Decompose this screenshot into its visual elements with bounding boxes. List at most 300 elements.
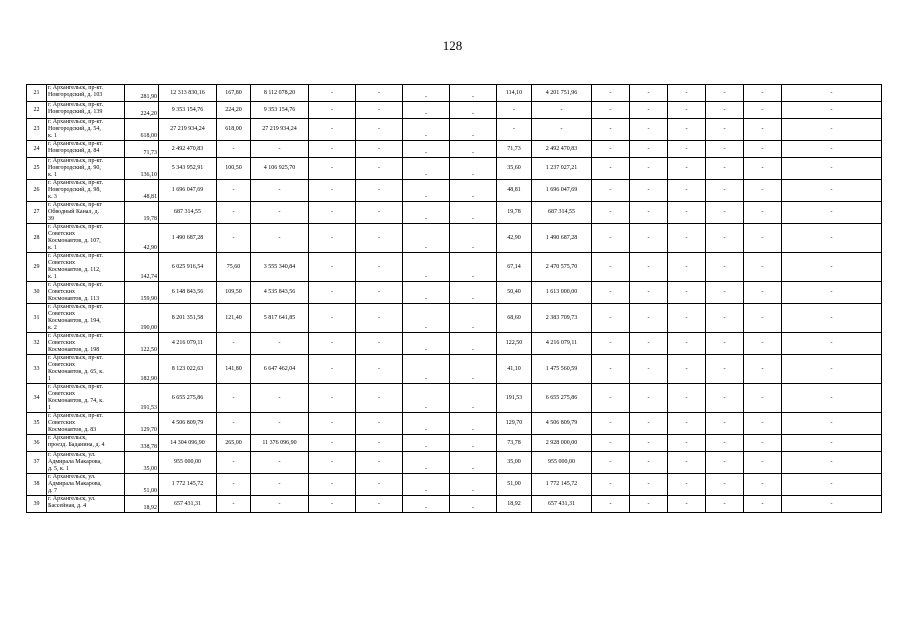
table-row — [27, 102, 882, 119]
area-part1-cell: 109,50 — [217, 282, 251, 304]
address-cell: г. Архангельск, пр-кт. Советских Космонавтов, д. 65, к. 1 — [47, 355, 125, 384]
empty-cell: - — [309, 474, 356, 496]
area-part2-cell: 68,60 — [497, 304, 532, 333]
table-row — [27, 224, 882, 253]
area-part1-cell: - — [217, 384, 251, 413]
sum-part1-cell: - — [251, 496, 309, 513]
total-cost-cell: 955 000,00 — [159, 452, 217, 474]
empty-cell: - — [782, 435, 882, 452]
empty-cell: - — [668, 333, 706, 355]
total-cost-cell: 12 313 830,16 — [159, 85, 217, 102]
table-row — [27, 304, 882, 333]
sum-part1-cell: 4 535 843,56 — [251, 282, 309, 304]
empty-cell: - — [630, 202, 668, 224]
empty-cell: - — [782, 496, 882, 513]
empty-cell: - — [782, 180, 882, 202]
sum-part2-cell: 1 696 047,69 — [532, 180, 592, 202]
empty-cell: - — [744, 202, 782, 224]
sum-part1-cell: 3 555 340,84 — [251, 253, 309, 282]
sum-part1-cell: 5 817 641,85 — [251, 304, 309, 333]
table-row — [27, 253, 882, 282]
empty-cell: - — [403, 119, 450, 141]
empty-cell: - — [592, 474, 630, 496]
address-cell: г. Архангельск, пр-кт. Новгородский, д. 84 — [47, 141, 125, 158]
total-cost-cell: 657 431,31 — [159, 496, 217, 513]
row-number-cell: 22 — [27, 102, 47, 119]
area-cell: 122,50 — [125, 333, 159, 355]
address-cell: г. Архангельск, ул. Бассейная, д. 4 — [47, 496, 125, 513]
empty-cell: - — [592, 85, 630, 102]
table-row — [27, 474, 882, 496]
row-number-cell: 24 — [27, 141, 47, 158]
row-number-cell: 39 — [27, 496, 47, 513]
table-row — [27, 158, 882, 180]
empty-cell: - — [403, 384, 450, 413]
empty-cell: - — [592, 253, 630, 282]
area-part2-cell: 35,00 — [497, 452, 532, 474]
sum-part2-cell: 657 431,31 — [532, 496, 592, 513]
sum-part2-cell: 955 000,00 — [532, 452, 592, 474]
empty-cell: - — [706, 202, 744, 224]
empty-cell: - — [450, 253, 497, 282]
empty-cell: - — [668, 202, 706, 224]
empty-cell: - — [630, 180, 668, 202]
empty-cell: - — [403, 333, 450, 355]
area-part1-cell: - — [217, 141, 251, 158]
total-cost-cell: 14 304 096,90 — [159, 435, 217, 452]
table-row — [27, 435, 882, 452]
empty-cell: - — [403, 496, 450, 513]
sum-part2-cell: 6 655 275,86 — [532, 384, 592, 413]
row-number-cell: 30 — [27, 282, 47, 304]
empty-cell: - — [592, 304, 630, 333]
total-cost-cell: 8 123 022,63 — [159, 355, 217, 384]
sum-part1-cell: 9 353 154,76 — [251, 102, 309, 119]
empty-cell: - — [630, 102, 668, 119]
empty-cell: - — [403, 435, 450, 452]
empty-cell: - — [356, 158, 403, 180]
empty-cell: - — [668, 474, 706, 496]
empty-cell: - — [782, 85, 882, 102]
total-cost-cell: 8 201 351,58 — [159, 304, 217, 333]
area-cell: 191,53 — [125, 384, 159, 413]
empty-cell: - — [450, 180, 497, 202]
area-cell: 35,00 — [125, 452, 159, 474]
empty-cell: - — [450, 452, 497, 474]
empty-cell: - — [450, 102, 497, 119]
sum-part2-cell: 4 506 809,79 — [532, 413, 592, 435]
empty-cell: - — [403, 304, 450, 333]
empty-cell: - — [450, 496, 497, 513]
area-cell: 159,90 — [125, 282, 159, 304]
empty-cell: - — [630, 435, 668, 452]
empty-cell: - — [309, 85, 356, 102]
empty-cell: - — [592, 180, 630, 202]
area-part1-cell: 167,80 — [217, 85, 251, 102]
empty-cell: - — [630, 355, 668, 384]
empty-cell: - — [450, 384, 497, 413]
empty-cell: - — [668, 304, 706, 333]
total-cost-cell: 27 219 934,24 — [159, 119, 217, 141]
empty-cell: - — [309, 452, 356, 474]
page-number: 128 — [442, 38, 463, 53]
address-cell: г. Архангельск, пр-кт. Советских Космонавтов, д. 194, к. 2 — [47, 304, 125, 333]
row-number-cell: 27 — [27, 202, 47, 224]
sum-part1-cell: - — [251, 384, 309, 413]
table-row — [27, 333, 882, 355]
empty-cell: - — [309, 333, 356, 355]
area-part2-cell: 18,92 — [497, 496, 532, 513]
empty-cell: - — [706, 180, 744, 202]
area-cell: 71,73 — [125, 141, 159, 158]
area-part2-cell: 114,10 — [497, 85, 532, 102]
empty-cell: - — [630, 119, 668, 141]
total-cost-cell: 9 353 154,76 — [159, 102, 217, 119]
empty-cell: - — [744, 435, 782, 452]
empty-cell: - — [356, 141, 403, 158]
total-cost-cell: 1 490 687,28 — [159, 224, 217, 253]
empty-cell: - — [744, 333, 782, 355]
address-cell: г. Архангельск, пр-кт. Советских Космонавтов, д. 112, к. 1 — [47, 253, 125, 282]
empty-cell: - — [309, 119, 356, 141]
empty-cell: - — [309, 102, 356, 119]
empty-cell: - — [706, 102, 744, 119]
empty-cell: - — [592, 141, 630, 158]
row-number-cell: 34 — [27, 384, 47, 413]
area-part2-cell: 41,10 — [497, 355, 532, 384]
area-cell: 136,10 — [125, 158, 159, 180]
empty-cell: - — [356, 413, 403, 435]
empty-cell: - — [706, 435, 744, 452]
sum-part1-cell: 8 112 078,20 — [251, 85, 309, 102]
row-number-cell: 37 — [27, 452, 47, 474]
area-part1-cell: 265,00 — [217, 435, 251, 452]
empty-cell: - — [450, 85, 497, 102]
empty-cell: - — [744, 282, 782, 304]
empty-cell: - — [403, 141, 450, 158]
area-part2-cell: 35,60 — [497, 158, 532, 180]
empty-cell: - — [630, 158, 668, 180]
empty-cell: - — [309, 496, 356, 513]
empty-cell: - — [744, 224, 782, 253]
table-row — [27, 202, 882, 224]
sum-part2-cell: 2 470 575,70 — [532, 253, 592, 282]
empty-cell: - — [630, 452, 668, 474]
address-cell: г. Архангельск, пр-кт Обводный Канал, д. 39 — [47, 202, 125, 224]
empty-cell: - — [630, 85, 668, 102]
table-row — [27, 384, 882, 413]
row-number-cell: 36 — [27, 435, 47, 452]
empty-cell: - — [668, 496, 706, 513]
empty-cell: - — [309, 435, 356, 452]
sum-part1-cell: - — [251, 333, 309, 355]
empty-cell: - — [450, 333, 497, 355]
empty-cell: - — [782, 253, 882, 282]
area-part1-cell: - — [217, 474, 251, 496]
area-part2-cell: - — [497, 119, 532, 141]
sum-part1-cell: - — [251, 224, 309, 253]
empty-cell: - — [668, 282, 706, 304]
total-cost-cell: 6 148 843,56 — [159, 282, 217, 304]
area-part2-cell: 19,78 — [497, 202, 532, 224]
empty-cell: - — [592, 435, 630, 452]
empty-cell: - — [668, 384, 706, 413]
empty-cell: - — [403, 413, 450, 435]
empty-cell: - — [782, 474, 882, 496]
empty-cell: - — [356, 224, 403, 253]
area-cell: 142,74 — [125, 253, 159, 282]
empty-cell: - — [706, 474, 744, 496]
empty-cell: - — [450, 435, 497, 452]
area-cell: 48,81 — [125, 180, 159, 202]
empty-cell: - — [782, 452, 882, 474]
address-cell: г. Архангельск, пр-кт. Советских Космонавтов, д. 198 — [47, 333, 125, 355]
empty-cell: - — [403, 224, 450, 253]
empty-cell: - — [706, 452, 744, 474]
area-cell: 190,00 — [125, 304, 159, 333]
area-part1-cell: - — [217, 413, 251, 435]
area-cell: 338,78 — [125, 435, 159, 452]
empty-cell: - — [668, 141, 706, 158]
empty-cell: - — [356, 119, 403, 141]
sum-part2-cell: 2 928 000,00 — [532, 435, 592, 452]
area-cell: 224,20 — [125, 102, 159, 119]
sum-part2-cell: - — [532, 102, 592, 119]
area-part2-cell: 129,70 — [497, 413, 532, 435]
empty-cell: - — [630, 496, 668, 513]
sum-part1-cell: - — [251, 141, 309, 158]
empty-cell: - — [668, 253, 706, 282]
empty-cell: - — [450, 413, 497, 435]
empty-cell: - — [744, 180, 782, 202]
row-number-cell: 23 — [27, 119, 47, 141]
empty-cell: - — [706, 496, 744, 513]
empty-cell: - — [706, 333, 744, 355]
empty-cell: - — [356, 102, 403, 119]
empty-cell: - — [592, 333, 630, 355]
area-part2-cell: 71,73 — [497, 141, 532, 158]
empty-cell: - — [706, 141, 744, 158]
empty-cell: - — [592, 102, 630, 119]
empty-cell: - — [706, 282, 744, 304]
empty-cell: - — [630, 333, 668, 355]
empty-cell: - — [744, 102, 782, 119]
empty-cell: - — [309, 413, 356, 435]
empty-cell: - — [309, 384, 356, 413]
empty-cell: - — [706, 413, 744, 435]
sum-part1-cell: - — [251, 474, 309, 496]
address-cell: г. Архангельск, ул. Адмирала Макарова, д. 7 — [47, 474, 125, 496]
empty-cell: - — [744, 119, 782, 141]
area-cell: 51,00 — [125, 474, 159, 496]
table-row — [27, 180, 882, 202]
area-part2-cell: 122,50 — [497, 333, 532, 355]
empty-cell: - — [744, 413, 782, 435]
empty-cell: - — [668, 102, 706, 119]
total-cost-cell: 1 696 047,69 — [159, 180, 217, 202]
sum-part1-cell: - — [251, 452, 309, 474]
table-row — [27, 355, 882, 384]
area-part2-cell: 191,53 — [497, 384, 532, 413]
area-part1-cell: 141,80 — [217, 355, 251, 384]
area-part1-cell: - — [217, 202, 251, 224]
empty-cell: - — [706, 304, 744, 333]
empty-cell: - — [744, 85, 782, 102]
empty-cell: - — [706, 253, 744, 282]
area-part2-cell: 48,81 — [497, 180, 532, 202]
empty-cell: - — [668, 119, 706, 141]
empty-cell: - — [450, 158, 497, 180]
sum-part1-cell: - — [251, 180, 309, 202]
empty-cell: - — [706, 119, 744, 141]
data-table — [26, 84, 882, 513]
empty-cell: - — [668, 452, 706, 474]
empty-cell: - — [450, 141, 497, 158]
empty-cell: - — [403, 202, 450, 224]
empty-cell: - — [744, 474, 782, 496]
area-part2-cell: 50,40 — [497, 282, 532, 304]
area-cell: 281,90 — [125, 85, 159, 102]
empty-cell: - — [356, 282, 403, 304]
empty-cell: - — [356, 253, 403, 282]
empty-cell: - — [403, 253, 450, 282]
empty-cell: - — [403, 85, 450, 102]
total-cost-cell: 2 492 470,83 — [159, 141, 217, 158]
empty-cell: - — [309, 224, 356, 253]
empty-cell: - — [309, 253, 356, 282]
empty-cell: - — [668, 224, 706, 253]
address-cell: г. Архангельск, ул. Адмирала Макарова, д. 5, к. 1 — [47, 452, 125, 474]
empty-cell: - — [403, 180, 450, 202]
table-row — [27, 141, 882, 158]
empty-cell: - — [309, 180, 356, 202]
empty-cell: - — [356, 496, 403, 513]
row-number-cell: 35 — [27, 413, 47, 435]
sum-part2-cell: 1 772 145,72 — [532, 474, 592, 496]
area-part1-cell: 75,60 — [217, 253, 251, 282]
empty-cell: - — [782, 119, 882, 141]
total-cost-cell: 6 655 275,86 — [159, 384, 217, 413]
area-part1-cell: 224,20 — [217, 102, 251, 119]
empty-cell: - — [706, 224, 744, 253]
empty-cell: - — [592, 119, 630, 141]
empty-cell: - — [403, 102, 450, 119]
empty-cell: - — [592, 158, 630, 180]
area-cell: 618,00 — [125, 119, 159, 141]
total-cost-cell: 6 025 916,54 — [159, 253, 217, 282]
table-row — [27, 282, 882, 304]
table-row — [27, 85, 882, 102]
empty-cell: - — [309, 158, 356, 180]
empty-cell: - — [356, 180, 403, 202]
table-row — [27, 413, 882, 435]
empty-cell: - — [356, 85, 403, 102]
row-number-cell: 38 — [27, 474, 47, 496]
table-row — [27, 452, 882, 474]
area-part1-cell: 100,50 — [217, 158, 251, 180]
area-cell: 42,90 — [125, 224, 159, 253]
address-cell: г. Архангельск, пр-кт. Новгородский, д. 54, к. 1 — [47, 119, 125, 141]
empty-cell: - — [744, 253, 782, 282]
total-cost-cell: 4 216 079,11 — [159, 333, 217, 355]
table-row — [27, 119, 882, 141]
area-part1-cell: - — [217, 180, 251, 202]
empty-cell: - — [592, 224, 630, 253]
sum-part1-cell: - — [251, 413, 309, 435]
empty-cell: - — [309, 355, 356, 384]
address-cell: г. Архангельск, пр-кт. Новгородский, д. 98, к. 3 — [47, 180, 125, 202]
row-number-cell: 29 — [27, 253, 47, 282]
area-cell: 129,70 — [125, 413, 159, 435]
area-part2-cell: - — [497, 102, 532, 119]
address-cell: г. Архангельск, пр-кт. Советских Космонавтов, д. 107, к. 1 — [47, 224, 125, 253]
empty-cell: - — [782, 102, 882, 119]
empty-cell: - — [668, 180, 706, 202]
empty-cell: - — [744, 452, 782, 474]
empty-cell: - — [356, 355, 403, 384]
empty-cell: - — [782, 384, 882, 413]
row-number-cell: 32 — [27, 333, 47, 355]
empty-cell: - — [356, 452, 403, 474]
row-number-cell: 28 — [27, 224, 47, 253]
empty-cell: - — [706, 355, 744, 384]
row-number-cell: 25 — [27, 158, 47, 180]
empty-cell: - — [744, 384, 782, 413]
area-cell: 18,92 — [125, 496, 159, 513]
empty-cell: - — [403, 474, 450, 496]
area-part1-cell: - — [217, 496, 251, 513]
total-cost-cell: 687 314,55 — [159, 202, 217, 224]
area-part1-cell: - — [217, 333, 251, 355]
empty-cell: - — [592, 413, 630, 435]
empty-cell: - — [356, 474, 403, 496]
address-cell: г. Архангельск, проезд. Баданина, д. 4 — [47, 435, 125, 452]
address-cell: г. Архангельск, пр-кт. Новгородский, д. 139 — [47, 102, 125, 119]
row-number-cell: 26 — [27, 180, 47, 202]
empty-cell: - — [782, 304, 882, 333]
total-cost-cell: 5 343 952,91 — [159, 158, 217, 180]
empty-cell: - — [630, 413, 668, 435]
empty-cell: - — [309, 304, 356, 333]
row-number-cell: 31 — [27, 304, 47, 333]
empty-cell: - — [450, 474, 497, 496]
empty-cell: - — [356, 304, 403, 333]
empty-cell: - — [356, 333, 403, 355]
empty-cell: - — [782, 224, 882, 253]
empty-cell: - — [630, 474, 668, 496]
empty-cell: - — [592, 384, 630, 413]
sum-part2-cell: 4 201 751,96 — [532, 85, 592, 102]
sum-part2-cell: 1 475 560,59 — [532, 355, 592, 384]
empty-cell: - — [668, 158, 706, 180]
empty-cell: - — [630, 141, 668, 158]
sum-part2-cell: 2 492 470,83 — [532, 141, 592, 158]
empty-cell: - — [630, 384, 668, 413]
empty-cell: - — [356, 202, 403, 224]
empty-cell: - — [706, 158, 744, 180]
empty-cell: - — [744, 141, 782, 158]
area-part2-cell: 73,78 — [497, 435, 532, 452]
empty-cell: - — [782, 282, 882, 304]
empty-cell: - — [782, 355, 882, 384]
empty-cell: - — [309, 282, 356, 304]
table-body — [27, 85, 882, 513]
empty-cell: - — [592, 202, 630, 224]
empty-cell: - — [782, 413, 882, 435]
empty-cell: - — [403, 158, 450, 180]
area-part1-cell: - — [217, 452, 251, 474]
empty-cell: - — [592, 452, 630, 474]
